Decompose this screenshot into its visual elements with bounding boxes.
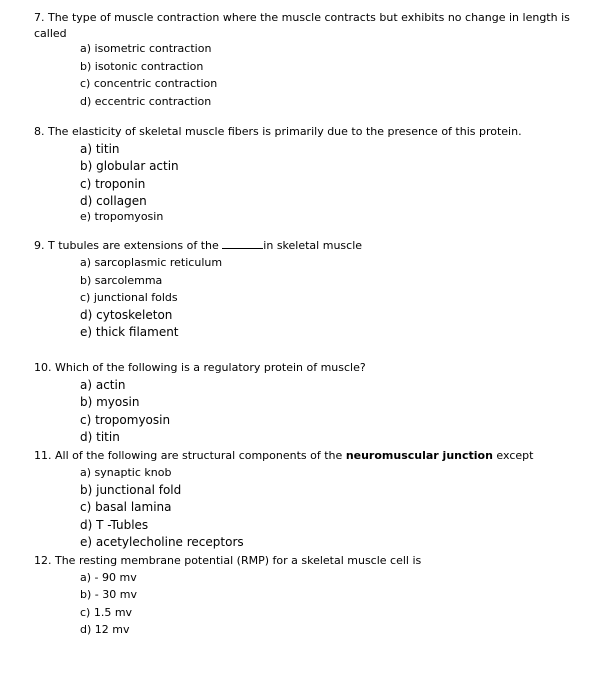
question-8-option-b: b) globular actin — [80, 159, 179, 173]
question-9-stem-before: 9. T tubules are extensions of the — [34, 239, 223, 252]
question-9-blank — [222, 238, 263, 249]
question-9-option-d: d) cytoskeleton — [80, 308, 173, 322]
question-8-option-d: d) collagen — [80, 194, 147, 208]
question-11-option-e: e) acetylecholine receptors — [80, 535, 244, 549]
question-7-option-d: d) eccentric contraction — [80, 95, 212, 108]
question-7-option-a: a) isometric contraction — [80, 42, 212, 55]
question-8-option-c: c) troponin — [80, 177, 146, 191]
question-11-stem-after: except — [492, 449, 534, 462]
question-9-option-a: a) sarcoplasmic reticulum — [80, 256, 223, 269]
question-9-stem — [34, 238, 574, 254]
question-9-option-e: e) thick filament — [80, 325, 179, 339]
question-8-option-e: e) tropomyosin — [80, 210, 164, 223]
question-9-option-c: c) junctional folds — [80, 291, 178, 304]
question-12-stem: 12. The resting membrane potential (RMP) for a skeletal muscle cell is — [34, 554, 422, 567]
question-8-option-a: a) titin — [80, 142, 120, 156]
question-11-option-a: a) synaptic knob — [80, 466, 172, 479]
question-12-option-c: c) 1.5 mv — [80, 606, 133, 619]
question-11-stem-bold: neuromuscular junction — [345, 449, 493, 462]
question-7-option-c: c) concentric contraction — [80, 77, 218, 90]
question-10-option-d: d) titin — [80, 430, 120, 444]
question-11-stem — [34, 448, 574, 464]
question-7-option-b: b) isotonic contraction — [80, 60, 204, 73]
question-11-option-b: b) junctional fold — [80, 483, 182, 497]
question-8-stem: 8. The elasticity of skeletal muscle fibers is primarily due to the presence of this protein. — [34, 125, 522, 138]
question-12-option-a: a) - 90 mv — [80, 571, 137, 584]
question-10-option-c: c) tropomyosin — [80, 413, 171, 427]
question-11-option-c: c) basal lamina — [80, 500, 172, 514]
question-7-stem: 7. The type of muscle contraction where the muscle contracts but exhibits no change in length is called — [34, 11, 570, 40]
question-10-option-b: b) myosin — [80, 395, 140, 409]
question-12-option-d: d) 12 mv — [80, 623, 130, 636]
question-10-option-a: a) actin — [80, 378, 126, 392]
question-9-option-b: b) sarcolemma — [80, 274, 163, 287]
question-9-stem-after: in skeletal muscle — [263, 239, 363, 252]
question-10-stem: 10. Which of the following is a regulatory protein of muscle? — [34, 361, 366, 374]
question-11-stem-before: 11. All of the following are structural components of the — [34, 449, 346, 462]
question-11-option-d: d) T -Tubles — [80, 518, 149, 532]
question-12-option-b: b) - 30 mv — [80, 588, 137, 601]
